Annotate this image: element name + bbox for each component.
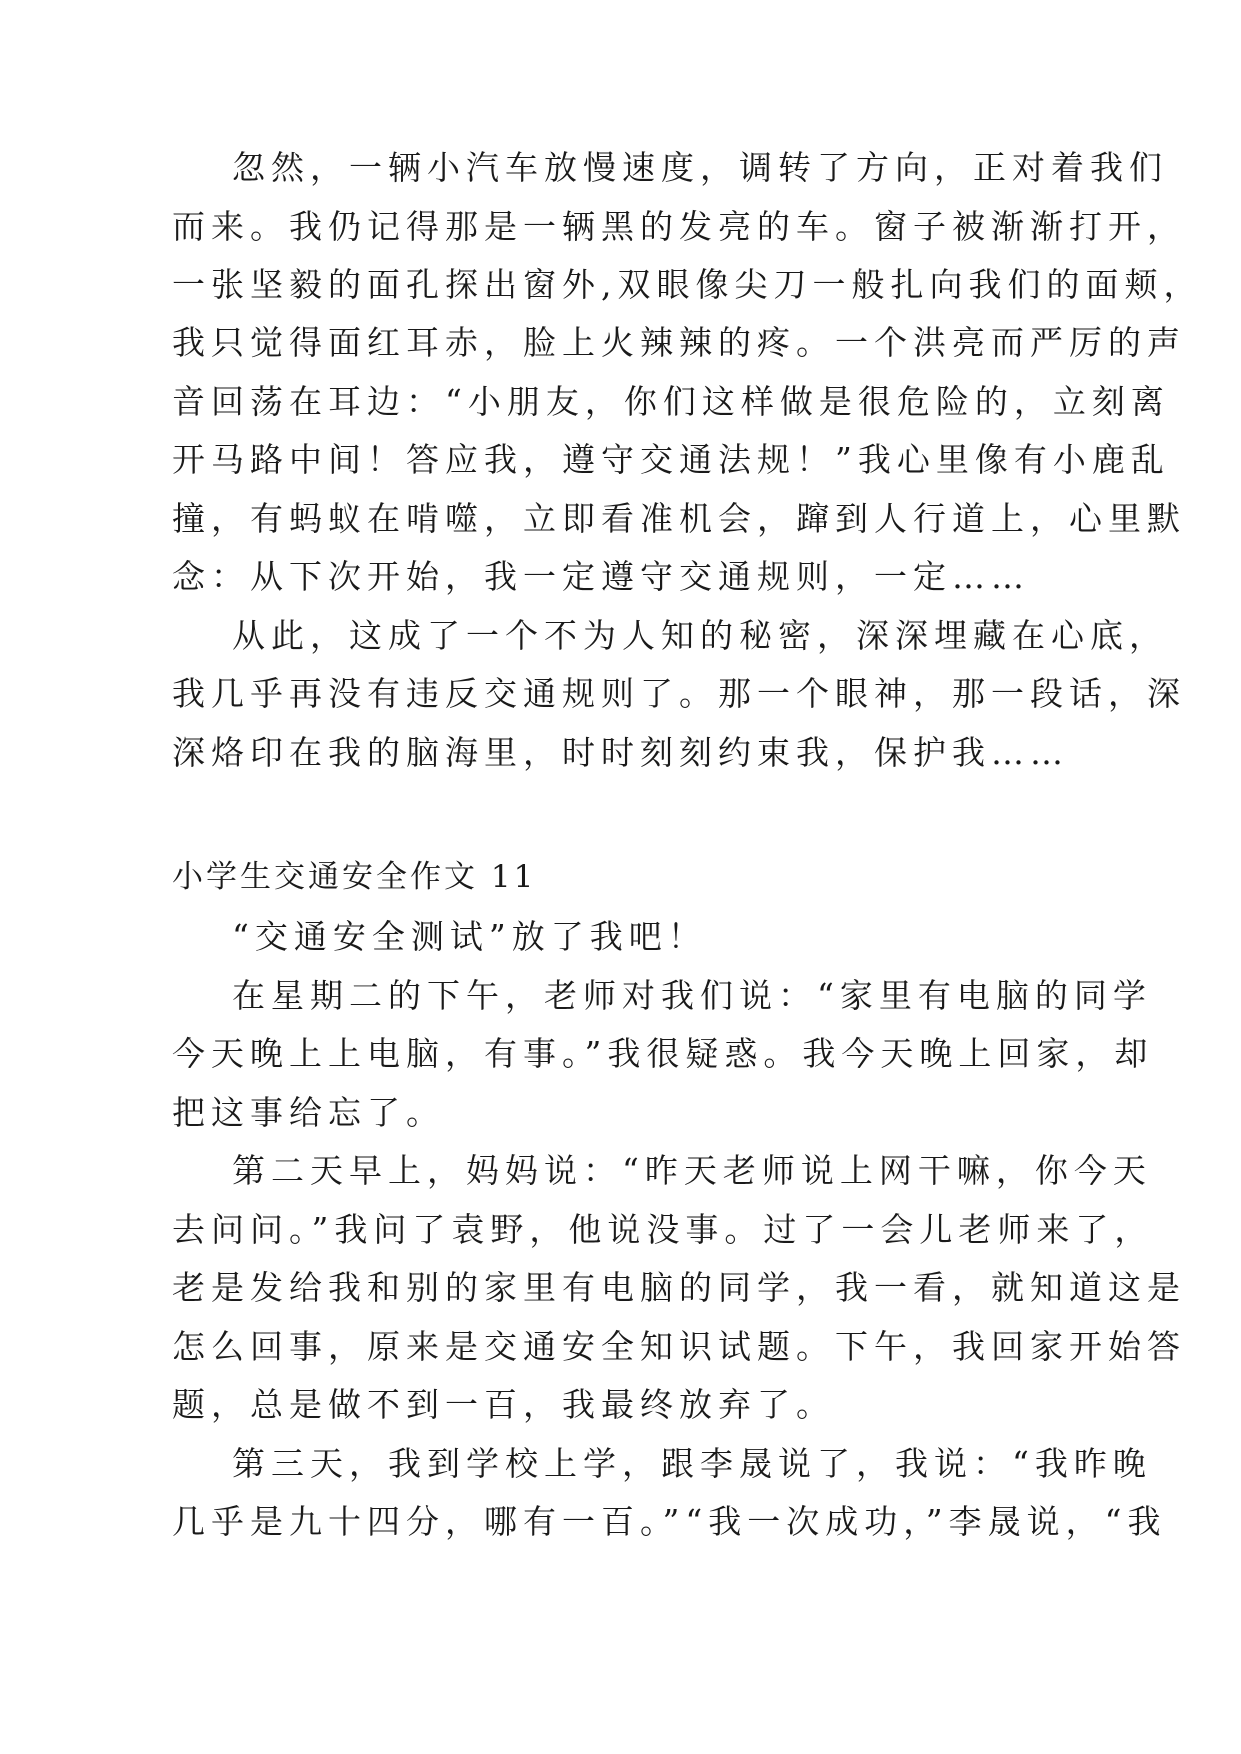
- paragraph-line: 撞，有蚂蚁在啃噬，立即看准机会，蹿到人行道上，心里默: [172, 499, 1186, 538]
- paragraph-line: 一张坚毅的面孔探出窗外,双眼像尖刀一般扎向我们的面颊，: [172, 265, 1203, 304]
- paragraph-line: 念：从下次开始，我一定遵守交通规则，一定……: [172, 557, 1030, 596]
- paragraph-line: 今天晚上上电脑，有事。”我很疑惑。我今天晚上回家，却: [172, 1034, 1154, 1073]
- paragraph-line: 几乎是九十四分，哪有一百。”“我一次成功，”李晟说，“我: [172, 1502, 1167, 1541]
- paragraph-line: 我只觉得面红耳赤，脸上火辣辣的疼。一个洪亮而严厉的声: [172, 323, 1186, 362]
- paragraph-line: 从此，这成了一个不为人知的秘密，深深埋藏在心底，: [232, 616, 1168, 655]
- paragraph-line: 而来。我仍记得那是一辆黑的发亮的车。窗子被渐渐打开，: [172, 207, 1186, 246]
- paragraph-line: 深烙印在我的脑海里，时时刻刻约束我，保护我……: [172, 733, 1069, 772]
- paragraph-line: 怎么回事，原来是交通安全知识试题。下午，我回家开始答: [172, 1327, 1186, 1366]
- paragraph-line: 第三天，我到学校上学，跟李晟说了，我说：“我昨晚: [232, 1444, 1152, 1483]
- paragraph-line: 去问问。”我问了袁野，他说没事。过了一会儿老师来了，: [172, 1210, 1154, 1249]
- paragraph-line: 忽然，一辆小汽车放慢速度，调转了方向，正对着我们: [232, 148, 1168, 187]
- paragraph-line: 我几乎再没有违反交通规则了。那一个眼神，那一段话，深: [172, 674, 1186, 713]
- paragraph-line: 第二天早上，妈妈说：“昨天老师说上网干嘛，你今天: [232, 1151, 1152, 1190]
- paragraph-line: 把这事给忘了。: [172, 1093, 445, 1132]
- paragraph-line: 音回荡在耳边：“小朋友，你们这样做是很危险的，立刻离: [172, 382, 1170, 421]
- essay-title: “交通安全测试”放了我吧！: [232, 917, 707, 956]
- paragraph-line: 开马路中间！答应我，遵守交通法规！”我心里像有小鹿乱: [172, 440, 1170, 479]
- paragraph-line: 老是发给我和别的家里有电脑的同学，我一看，就知道这是: [172, 1268, 1186, 1307]
- section-title: 小学生交通安全作文 11: [172, 859, 537, 895]
- paragraph-line: 在星期二的下午，老师对我们说：“家里有电脑的同学: [232, 976, 1152, 1015]
- paragraph-line: 题，总是做不到一百，我最终放弃了。: [172, 1385, 835, 1424]
